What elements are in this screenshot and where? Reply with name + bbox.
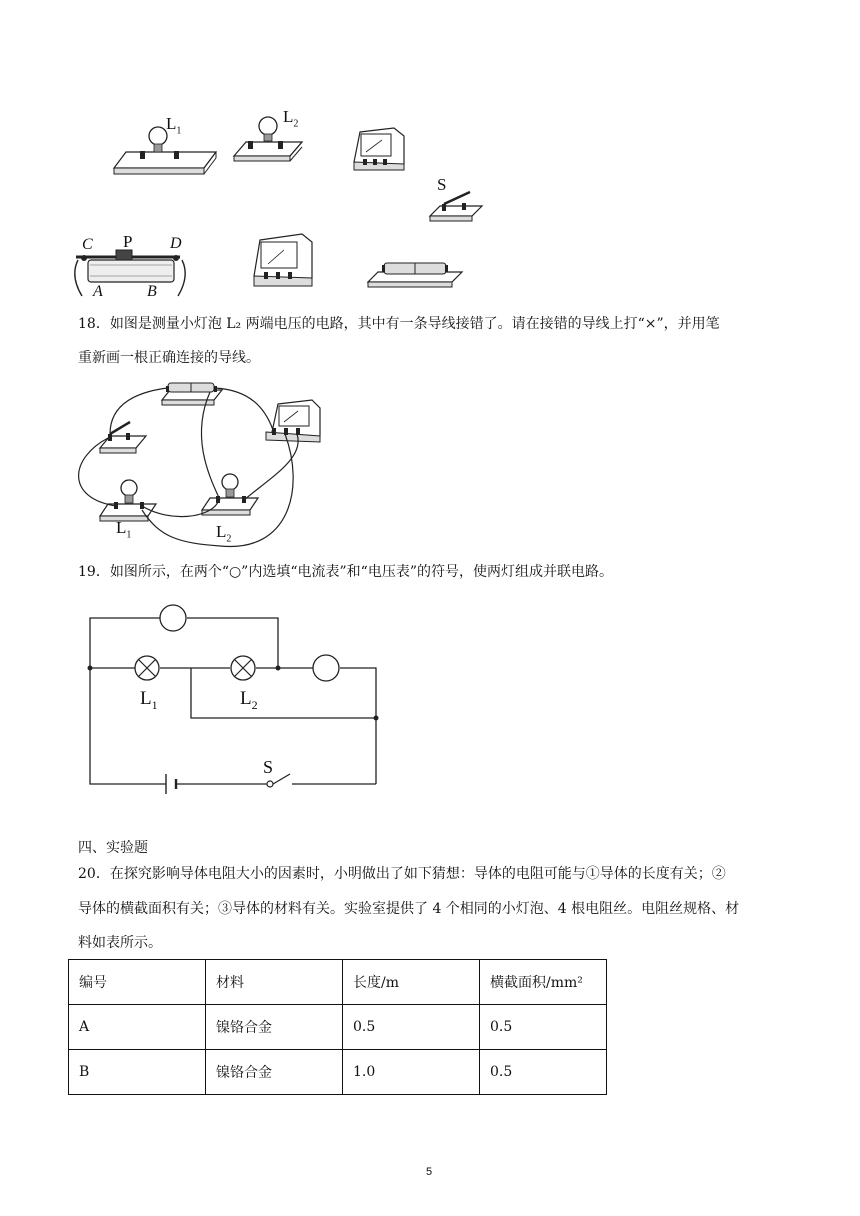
table-cell: B <box>69 1050 206 1095</box>
label-s-top: S <box>437 175 447 194</box>
table-cell: 0.5 <box>480 1005 607 1050</box>
label-d: D <box>170 235 182 252</box>
q20-line-3: 料如表所示。 <box>78 935 162 951</box>
meter-2-apparatus <box>254 234 312 286</box>
page-number: 5 <box>426 1166 433 1178</box>
table-cell: 0.5 <box>343 1005 480 1050</box>
q18-line-1: 18．如图是测量小灯泡 L₂ 两端电压的电路，其中有一条导线接错了。请在接错的导线上打“×”，并用笔 <box>78 316 720 332</box>
switch-s-apparatus <box>430 192 482 221</box>
q19-label-l1: $L_1$ <box>140 688 158 712</box>
q18-label-l1: $L_1$ <box>116 518 132 541</box>
label-l2-top: $L_2$ <box>283 107 299 130</box>
q18-battery-holder <box>162 383 222 405</box>
table-cell: 镍铬合金 <box>206 1005 343 1050</box>
resistance-wire-table <box>68 959 607 1095</box>
q19-lamp-l2 <box>231 656 255 680</box>
q19-label-l2: $L_2$ <box>240 688 258 712</box>
label-p: P <box>123 232 133 251</box>
rheostat-apparatus <box>75 250 185 296</box>
meter-1-apparatus <box>354 128 404 170</box>
q18-line-2: 重新画一根正确连接的导线。 <box>78 350 260 366</box>
q19-circuit-diagram <box>80 598 390 798</box>
table-cell: 镍铬合金 <box>206 1050 343 1095</box>
bulb-l1-apparatus <box>114 127 216 174</box>
q19-text: 19．如图所示，在两个“○”内选填“电流表”和“电压表”的符号，使两灯组成并联电路。 <box>78 564 613 580</box>
table-header-cell: 编号 <box>69 960 206 1005</box>
q18-wires <box>79 388 299 547</box>
label-b: B <box>147 283 157 300</box>
q19-battery-symbol <box>166 774 176 794</box>
q20-line-1: 20．在探究影响导体电阻大小的因素时，小明做出了如下猜想：导体的电阻可能与①导体的长度有关；② <box>78 866 726 882</box>
q18-bulb-l2 <box>202 474 258 515</box>
label-l1-top: $L_1$ <box>166 114 182 137</box>
table-row <box>69 1005 607 1050</box>
q18-circuit-figure <box>70 378 360 553</box>
q20-line-2: 导体的横截面积有关；③导体的材料有关。实验室提供了 4 个相同的小灯泡、4 根电阻丝。电阻丝规格、材 <box>78 901 740 917</box>
q19-meter-circle-top[interactable] <box>160 605 186 631</box>
q19-meter-circle-right[interactable] <box>313 655 339 681</box>
table-cell: 0.5 <box>480 1050 607 1095</box>
battery-holder-apparatus <box>368 263 462 287</box>
label-a: A <box>93 283 103 300</box>
label-c: C <box>82 236 93 253</box>
apparatus-figure <box>70 100 490 300</box>
q19-lamp-l1 <box>135 656 159 680</box>
section-heading-experiment: 四、实验题 <box>78 840 148 856</box>
table-header-cell: 横截面积/mm² <box>480 960 607 1005</box>
table-header-row <box>69 960 607 1005</box>
table-cell: A <box>69 1005 206 1050</box>
table-cell: 1.0 <box>343 1050 480 1095</box>
q19-switch-pivot <box>267 781 273 787</box>
q18-switch <box>100 422 146 453</box>
q18-bulb-l1 <box>100 480 156 521</box>
q18-voltmeter <box>266 400 320 442</box>
q19-label-s: S <box>263 757 274 777</box>
table-row <box>69 1050 607 1095</box>
table-header-cell: 材料 <box>206 960 343 1005</box>
q18-label-l2: $L_2$ <box>216 522 232 545</box>
table-header-cell: 长度/m <box>343 960 480 1005</box>
